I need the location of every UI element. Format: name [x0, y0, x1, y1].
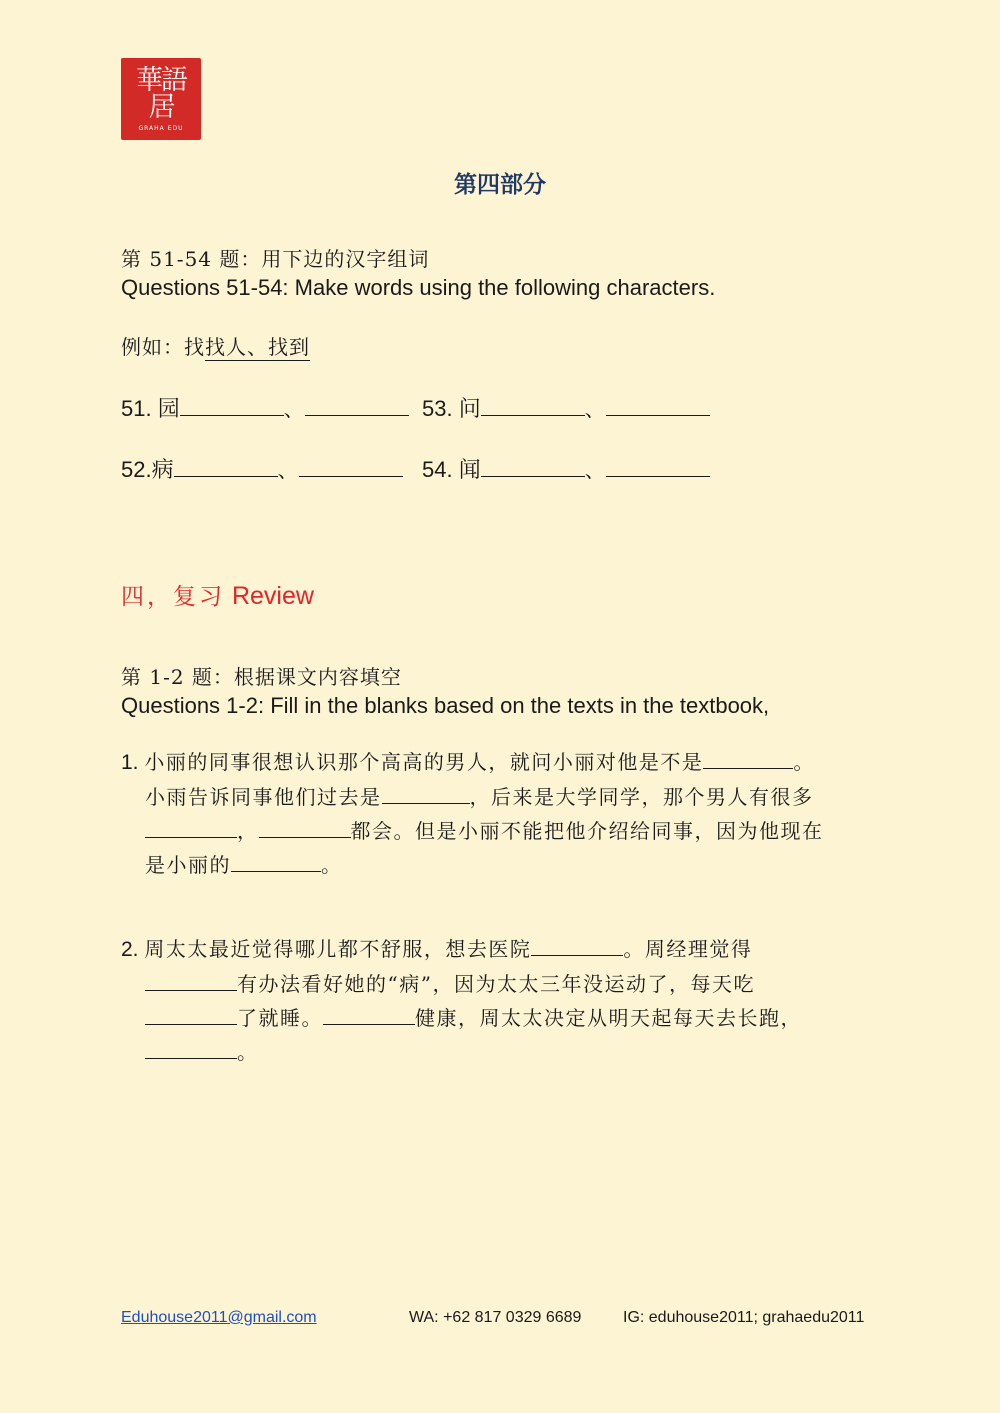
q1-num: 1. — [121, 751, 145, 774]
q1-label-cn: 第 1-2 题：根据课文内容填空 — [121, 665, 402, 689]
q2-text: 。 — [237, 1040, 259, 1064]
answer-blank[interactable] — [145, 1057, 237, 1059]
q51-num: 51. 园 — [121, 396, 180, 421]
q53-item — [422, 392, 710, 423]
q52-item — [121, 453, 403, 484]
answer-blank[interactable] — [481, 475, 585, 477]
instagram-contact: IG: eduhouse2011; grahaedu2011 — [623, 1309, 865, 1326]
graha-edu-logo — [121, 58, 201, 140]
q54-num: 54. 闻 — [422, 457, 481, 482]
logo-text: GRAHA EDU — [138, 124, 184, 132]
example-line — [121, 331, 310, 361]
answer-blank[interactable] — [606, 414, 710, 416]
answer-blank[interactable] — [299, 475, 403, 477]
review-heading — [121, 578, 314, 611]
q2-text: 了就睡。 — [237, 1006, 323, 1030]
review-title-en: Review — [225, 582, 314, 610]
page-title: 第四部分 — [454, 171, 546, 198]
q51-label-en: Questions 51-54: Make words using the following characters. — [121, 275, 716, 300]
example-answer: 找人、找到 — [205, 331, 310, 361]
q2-text: 周太太最近觉得哪儿都不舒服，想去医院 — [144, 937, 532, 961]
q1-text: 小雨告诉同事他们过去是 — [145, 785, 382, 809]
answer-blank[interactable] — [305, 414, 409, 416]
email-link[interactable]: Eduhouse2011@gmail.com — [121, 1309, 317, 1326]
q2-num: 2. — [121, 938, 145, 961]
answer-blank[interactable] — [481, 414, 585, 416]
separator: 、 — [277, 458, 299, 482]
answer-blank[interactable] — [606, 475, 710, 477]
q1-text: 小丽的同事很想认识那个高高的男人，就问小丽对他是不是 — [144, 750, 704, 774]
answer-blank[interactable] — [531, 954, 623, 956]
q1-text: 是小丽的 — [145, 853, 231, 877]
separator: 、 — [283, 397, 305, 421]
separator: 、 — [584, 397, 606, 421]
q53-num: 53. 问 — [422, 396, 481, 421]
answer-blank[interactable] — [323, 1023, 415, 1025]
question-1 — [121, 745, 881, 882]
q51-label-cn: 第 51-54 题：用下边的汉字组词 — [121, 247, 430, 271]
answer-blank[interactable] — [703, 767, 793, 769]
q1-text: ，后来是大学同学，那个男人有很多 — [469, 785, 814, 809]
q1-text: 。 — [793, 750, 815, 774]
answer-blank[interactable] — [145, 1023, 237, 1025]
answer-blank[interactable] — [180, 414, 284, 416]
separator: 、 — [584, 458, 606, 482]
q2-text: 健康，周太太决定从明天起每天去长跑， — [415, 1006, 802, 1030]
q1-text: 都会。但是小丽不能把他介绍给同事，因为他现在 — [350, 819, 824, 843]
q2-text: 有办法看好她的“病”，因为太太三年没运动了，每天吃 — [237, 972, 755, 996]
whatsapp-contact: WA: +62 817 0329 6689 — [409, 1309, 582, 1326]
answer-blank[interactable] — [231, 870, 321, 872]
answer-blank[interactable] — [145, 989, 237, 991]
q54-item — [422, 453, 710, 484]
logo-glyphs: 華語居 — [136, 64, 186, 123]
q2-text: 。周经理觉得 — [623, 937, 753, 961]
answer-blank[interactable] — [382, 802, 470, 804]
q51-item — [121, 392, 409, 423]
answer-blank[interactable] — [145, 836, 237, 838]
q1-label-en: Questions 1-2: Fill in the blanks based on the texts in the textbook, — [121, 693, 770, 718]
answer-blank[interactable] — [174, 475, 278, 477]
review-title-cn: 四，复习 — [121, 584, 225, 610]
answer-blank[interactable] — [259, 836, 351, 838]
q1-text: 。 — [321, 853, 343, 877]
question-2 — [121, 932, 881, 1069]
q1-text: ， — [237, 819, 259, 843]
example-prefix: 例如：找 — [121, 335, 205, 359]
q52-num: 52.病 — [121, 457, 174, 482]
